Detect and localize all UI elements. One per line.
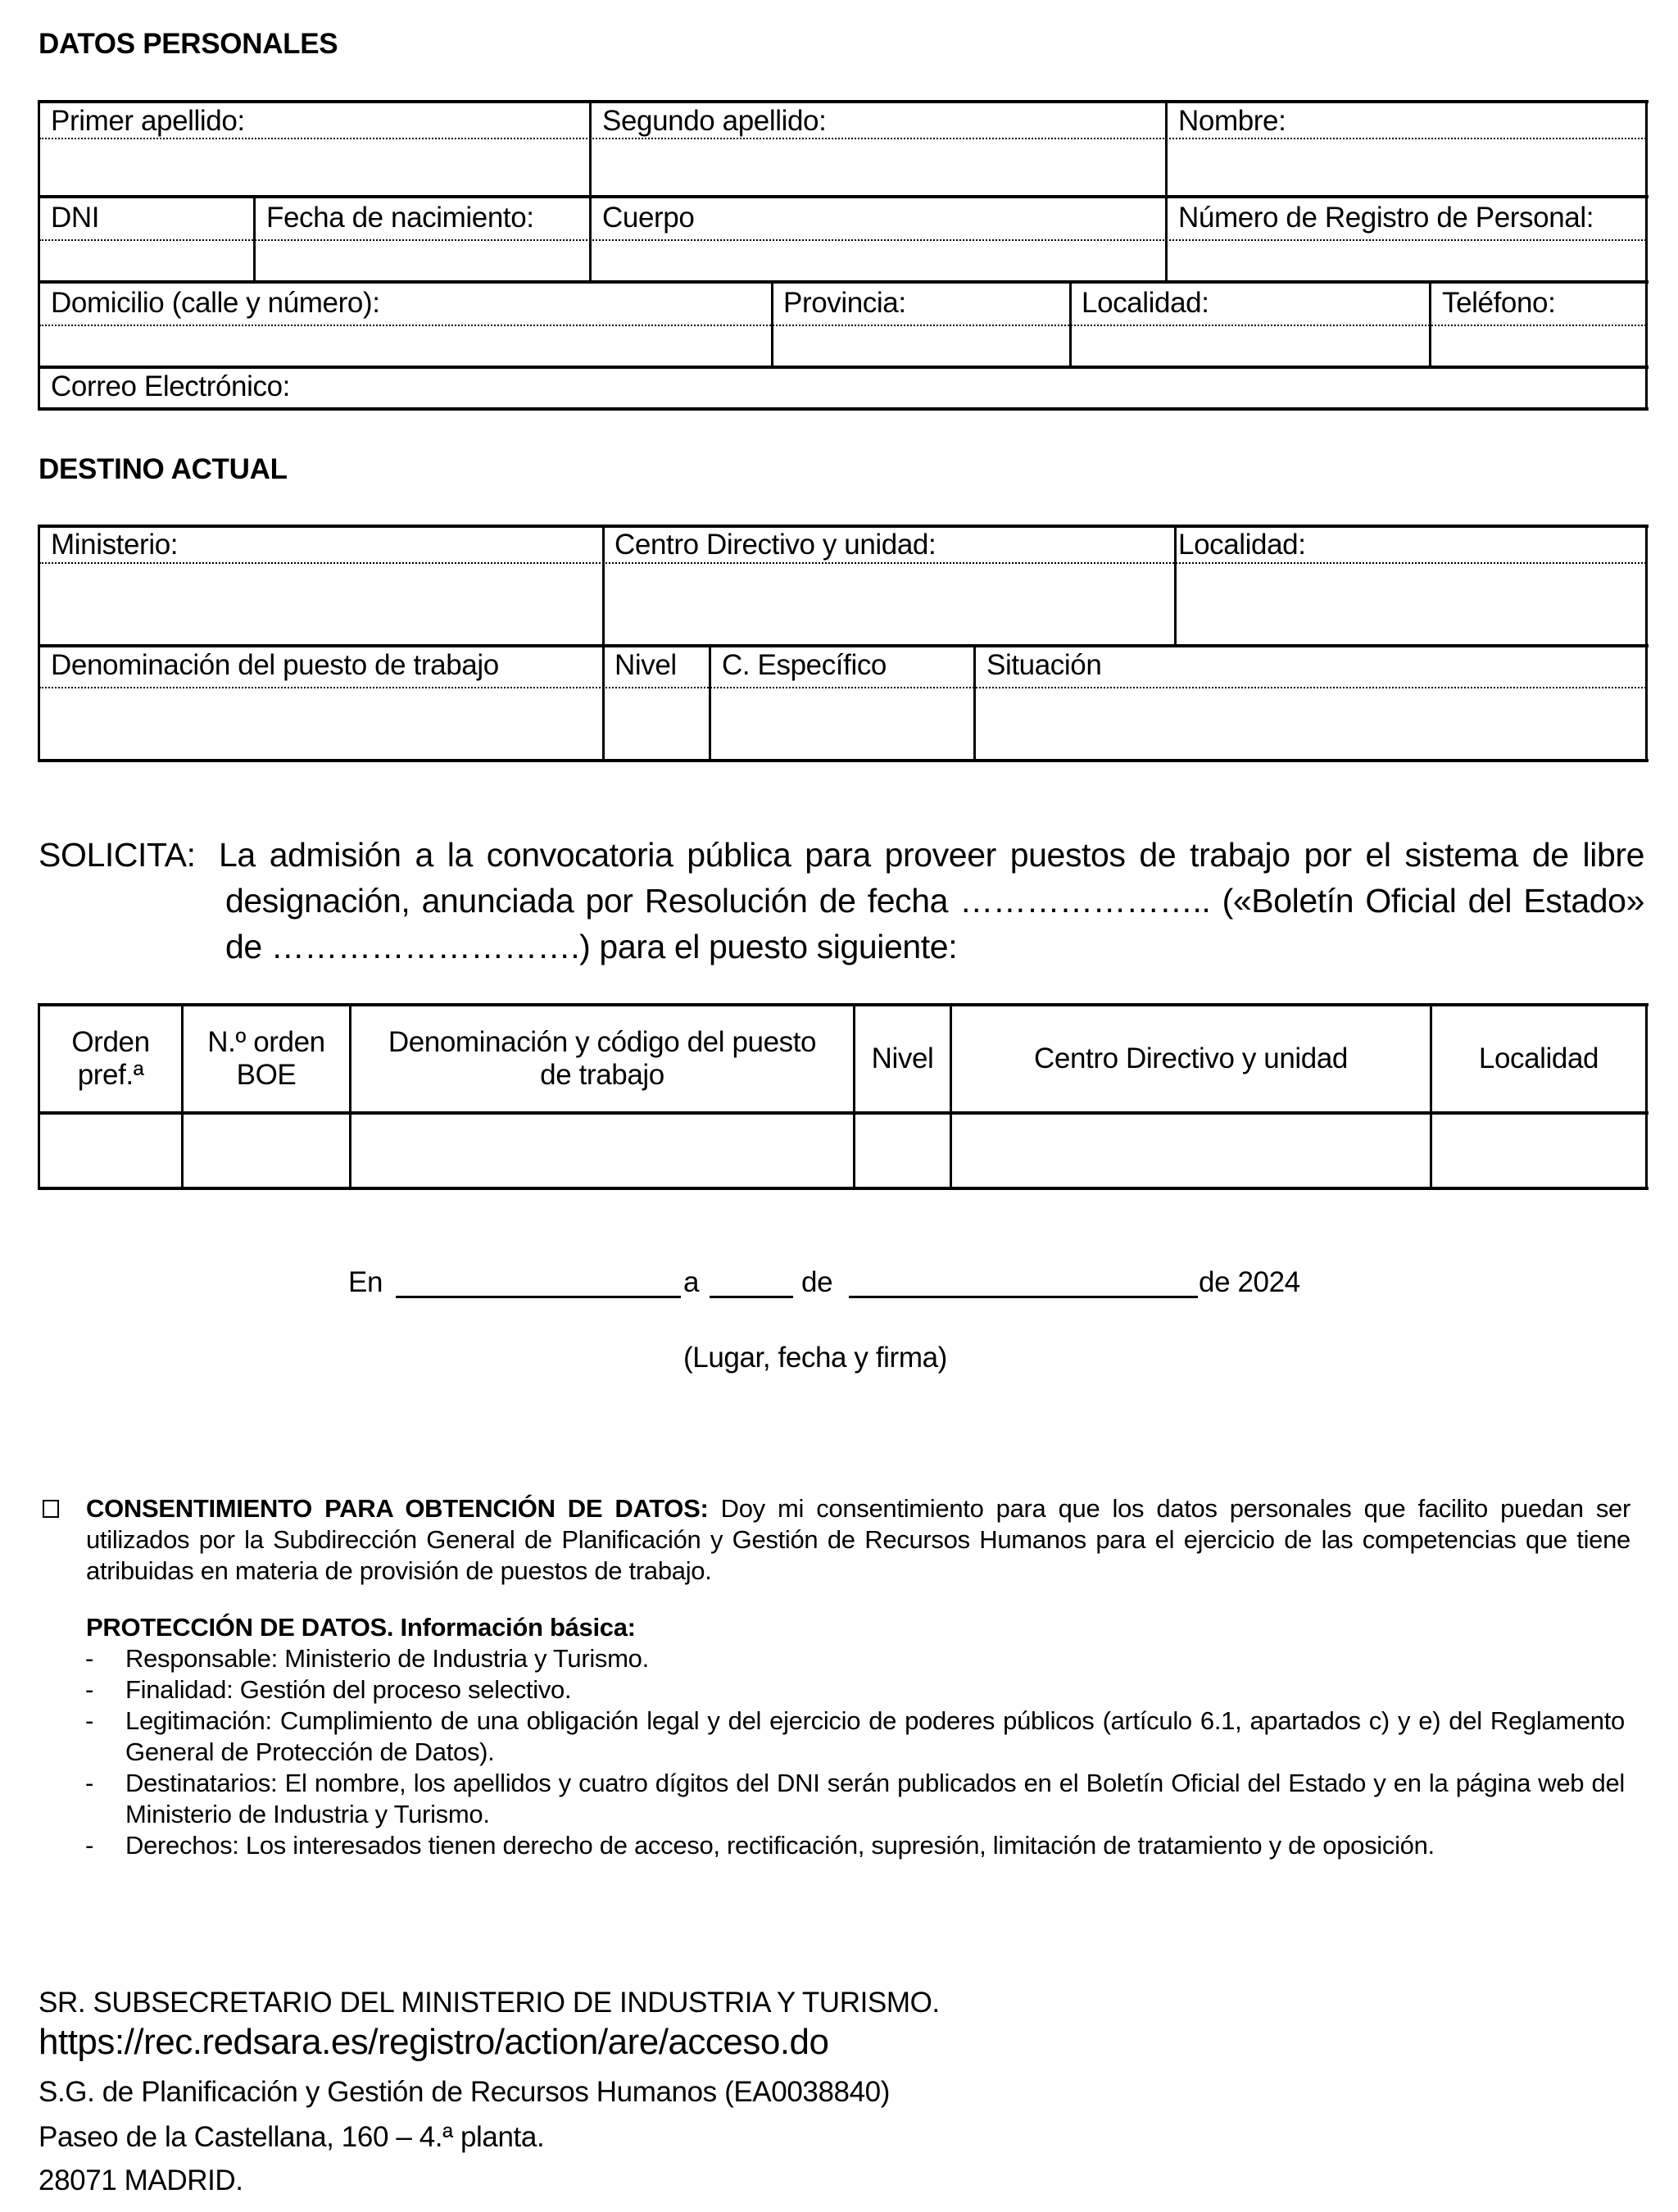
fecha-nacimiento-input[interactable]: [256, 242, 589, 279]
dotted-separator: [39, 687, 1646, 688]
header-line: Orden: [71, 1026, 150, 1058]
primer-apellido-input[interactable]: [40, 140, 589, 194]
dia-input[interactable]: [710, 1262, 793, 1298]
bullet: -: [85, 1644, 94, 1673]
table-border: [1645, 525, 1648, 762]
column-header-numero-orden-boe: [184, 1006, 349, 1111]
table-border: [1645, 100, 1648, 411]
column-header-centro-directivo: Centro Directivo y unidad: [1034, 1042, 1348, 1074]
header-line: pref.ª: [77, 1059, 144, 1091]
header-line: de trabajo: [540, 1059, 664, 1091]
footer-url-link[interactable]: https://rec.redsara.es/registro/action/are/acceso.do: [39, 2022, 829, 2062]
column-header-denominacion-codigo: [351, 1006, 853, 1111]
firma-year: de 2024: [1199, 1266, 1300, 1298]
column-header-nivel: Nivel: [871, 1042, 934, 1074]
label-nivel: Nivel: [615, 649, 677, 681]
label-domicilio: Domicilio (calle y número):: [51, 287, 380, 319]
label-situacion: Situación: [986, 649, 1102, 681]
dotted-separator: [39, 138, 1646, 139]
table-border: [38, 195, 1649, 198]
table-border: [1645, 1003, 1648, 1190]
solicita-line-1: La admisión a la convocatoria pública para proveer puestos de trabajo por el sistema de libre: [219, 836, 1644, 874]
label-primer-apellido: Primer apellido:: [51, 105, 245, 137]
label-ministerio: Ministerio:: [51, 529, 179, 561]
bullet: -: [85, 1675, 94, 1704]
nivel-input[interactable]: [605, 689, 709, 758]
proteccion-item-finalidad: Finalidad: Gestión del proceso selectivo.: [125, 1675, 572, 1704]
proteccion-title: PROTECCIÓN DE DATOS. Información básica:: [86, 1613, 636, 1642]
label-nrp: Número de Registro de Personal:: [1178, 202, 1594, 234]
label-localidad: Localidad:: [1082, 287, 1209, 319]
situacion-input[interactable]: [976, 689, 1645, 758]
segundo-apellido-input[interactable]: [592, 140, 1165, 194]
label-telefono: Teléfono:: [1442, 287, 1556, 319]
table-border: [38, 407, 1649, 411]
dotted-separator: [39, 562, 1646, 564]
proteccion-item-destinatarios: Destinatarios: El nombre, los apellidos y cuatro dígitos del DNI serán publicados en el Boletín Oficial del Estado y en la página web del Ministerio de Industria y Turismo.: [125, 1769, 1625, 1828]
label-fecha-nacimiento: Fecha de nacimiento:: [266, 202, 534, 234]
dotted-separator: [39, 325, 1646, 326]
telefono-input[interactable]: [1431, 327, 1645, 365]
proteccion-item-legitimacion: Legitimación: Cumplimiento de una obligación legal y del ejercicio de poderes públicos (artículo 6.1, apartados c) y e) del Reglamento General de Protección de Datos).: [125, 1706, 1625, 1766]
footer-recipient: SR. SUBSECRETARIO DEL MINISTERIO DE INDUSTRIA Y TURISMO.: [39, 1987, 940, 2019]
firma-caption: (Lugar, fecha y firma): [683, 1342, 947, 1374]
especifico-input[interactable]: [711, 689, 973, 758]
solicita-label: SOLICITA:: [39, 836, 196, 874]
column-header-orden-pref: [40, 1006, 181, 1111]
header-line: BOE: [236, 1059, 297, 1091]
footer-unit: S.G. de Planificación y Gestión de Recursos Humanos (EA0038840): [39, 2076, 890, 2108]
provincia-input[interactable]: [773, 327, 1069, 365]
nrp-input[interactable]: [1168, 242, 1645, 279]
solicita-line-2: designación, anunciada por Resolución de fecha ………………….. («Boletín Oficial del Estado»: [225, 882, 1644, 920]
dni-input[interactable]: [40, 242, 253, 279]
mes-input[interactable]: [849, 1262, 1198, 1298]
label-centro-directivo: Centro Directivo y unidad:: [615, 529, 937, 561]
localidad-input[interactable]: [1072, 327, 1429, 365]
consent-body: Doy mi consentimiento para que los datos personales que facilito puedan ser utilizados por la Subdirección General de Planificación y Gestión de Recursos Humanos para el ejercicio de las competencias que tiene atribuidas en materia de provisión de puestos de trabajo.: [86, 1494, 1630, 1585]
table-border: [38, 644, 1649, 647]
table-border: [38, 1187, 1649, 1190]
localidad-destino-input[interactable]: [1177, 565, 1645, 643]
label-denominacion-puesto: Denominación del puesto de trabajo: [51, 649, 499, 681]
denominacion-codigo-input[interactable]: [351, 1115, 853, 1187]
nombre-input[interactable]: [1168, 140, 1645, 194]
section-title-datos-personales: DATOS PERSONALES: [39, 28, 338, 60]
ministerio-input[interactable]: [40, 565, 602, 643]
consent-title: CONSENTIMIENTO PARA OBTENCIÓN DE DATOS:: [86, 1494, 709, 1523]
bullet: -: [85, 1706, 94, 1735]
consent-checkbox[interactable]: [43, 1500, 59, 1518]
label-localidad-destino: Localidad:: [1178, 529, 1306, 561]
denominacion-puesto-input[interactable]: [40, 689, 602, 758]
label-cuerpo: Cuerpo: [602, 202, 695, 234]
bullet: -: [85, 1831, 94, 1860]
lugar-input[interactable]: [396, 1262, 681, 1298]
label-complemento-especifico: C. Específico: [722, 649, 887, 681]
consent-text: [86, 1493, 1630, 1587]
firma-en-label: En: [348, 1266, 383, 1298]
label-provincia: Provincia:: [783, 287, 906, 319]
footer-city: 28071 MADRID.: [39, 2164, 243, 2196]
header-line: N.º orden: [207, 1026, 325, 1058]
puesto-localidad-input[interactable]: [1432, 1115, 1645, 1187]
label-correo: Correo Electrónico:: [51, 370, 290, 402]
dotted-separator: [39, 239, 1646, 241]
section-title-destino-actual: DESTINO ACTUAL: [39, 453, 288, 485]
centro-directivo-input[interactable]: [605, 565, 1174, 643]
bullet: -: [85, 1769, 94, 1797]
puesto-nivel-input[interactable]: [855, 1115, 950, 1187]
puesto-centro-directivo-input[interactable]: [952, 1115, 1430, 1187]
cuerpo-input[interactable]: [592, 242, 1165, 279]
footer-street: Paseo de la Castellana, 160 – 4.ª planta.: [39, 2121, 545, 2153]
table-border: [38, 759, 1649, 762]
column-header-localidad: Localidad: [1478, 1042, 1599, 1074]
header-line: Denominación y código del puesto: [388, 1026, 817, 1058]
proteccion-item-responsable: Responsable: Ministerio de Industria y Turismo.: [125, 1644, 649, 1673]
firma-de-label: de: [801, 1266, 833, 1298]
solicita-line-3: de ……………………….) para el puesto siguiente:: [225, 928, 958, 965]
label-dni: DNI: [51, 202, 100, 234]
table-border: [38, 100, 1649, 103]
label-segundo-apellido: Segundo apellido:: [602, 105, 827, 137]
orden-pref-input[interactable]: [40, 1115, 181, 1187]
firma-a-label: a: [683, 1266, 700, 1298]
numero-orden-boe-input[interactable]: [184, 1115, 349, 1187]
domicilio-input[interactable]: [40, 327, 771, 365]
table-border: [38, 525, 1649, 528]
label-nombre: Nombre:: [1178, 105, 1286, 137]
correo-input[interactable]: [328, 369, 1644, 407]
table-border: [38, 280, 1649, 284]
proteccion-item-derechos: Derechos: Los interesados tienen derecho de acceso, rectificación, supresión, limitación de tratamiento y de oposición.: [125, 1831, 1435, 1860]
